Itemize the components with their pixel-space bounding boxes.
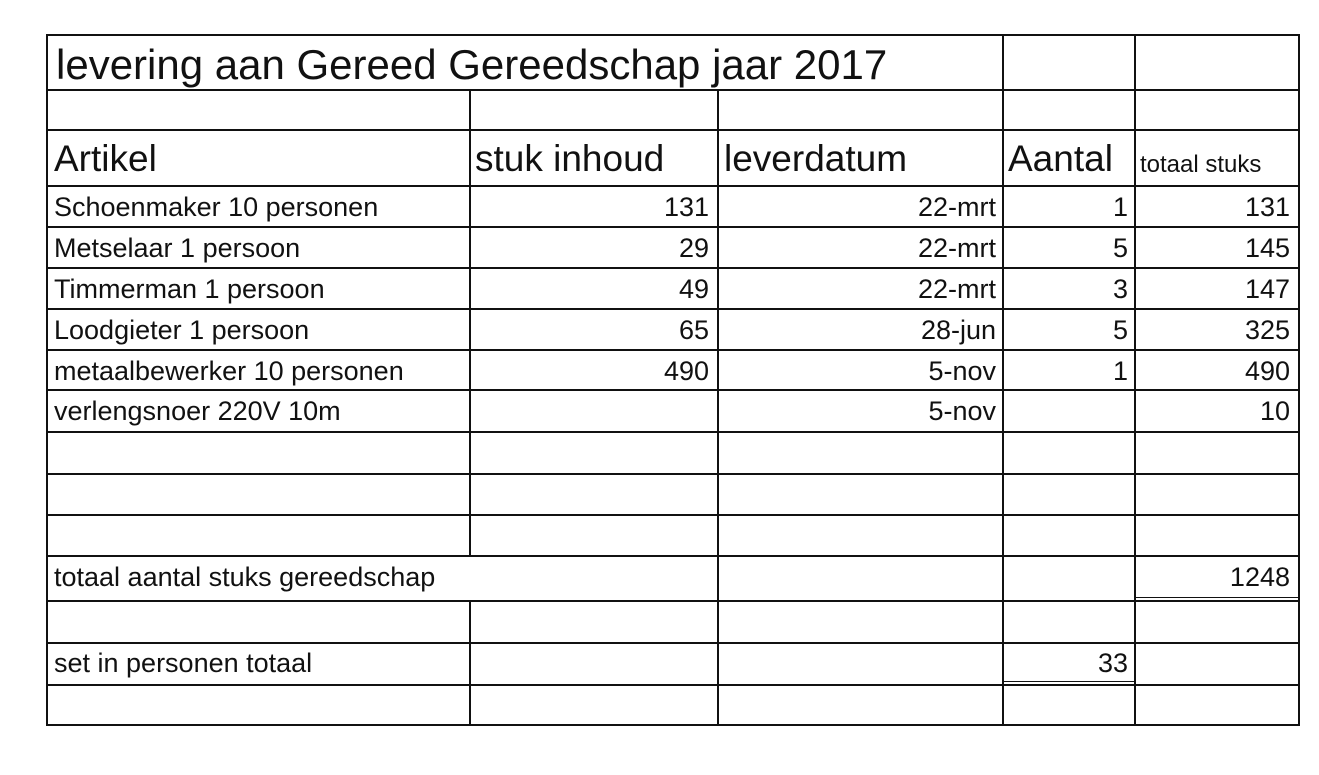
header-totaal-stuks: totaal stuks <box>1140 151 1262 178</box>
grid-line <box>48 555 1298 557</box>
cell-aantal: 1 <box>1112 192 1128 222</box>
grid-line <box>48 473 1298 475</box>
header-leverdatum: leverdatum <box>724 138 908 179</box>
grid-line <box>48 226 1298 228</box>
grid-line <box>1002 89 1004 724</box>
grid-line <box>48 267 1298 269</box>
cell-stuk-inhoud: 65 <box>678 315 709 345</box>
cell-leverdatum: 22-mrt <box>917 192 996 222</box>
grid-line <box>469 600 471 724</box>
grid-line <box>48 389 1298 391</box>
grid-line <box>48 308 1298 310</box>
cell-artikel: Loodgieter 1 persoon <box>54 315 310 345</box>
grid-line <box>48 129 1298 131</box>
cell-totaal: 131 <box>1244 192 1290 222</box>
double-underline <box>1136 597 1298 602</box>
cell-artikel: metaalbewerker 10 personen <box>54 356 404 386</box>
cell-leverdatum: 22-mrt <box>917 233 996 263</box>
cell-leverdatum: 5-nov <box>928 356 996 386</box>
cell-stuk-inhoud: 490 <box>663 356 709 386</box>
cell-leverdatum: 5-nov <box>928 396 996 426</box>
cell-artikel: Timmerman 1 persoon <box>54 274 325 304</box>
grid-line <box>48 431 1298 433</box>
cell-artikel: Schoenmaker 10 personen <box>54 192 379 222</box>
totaal-value: 1248 <box>1229 562 1290 592</box>
cell-leverdatum: 22-mrt <box>917 274 996 304</box>
grid-line <box>717 89 719 724</box>
grid-line <box>469 89 471 555</box>
personen-value: 33 <box>1097 648 1128 678</box>
personen-label: set in personen totaal <box>54 648 313 678</box>
cell-totaal: 145 <box>1244 233 1290 263</box>
cell-totaal: 10 <box>1259 396 1290 426</box>
grid-line <box>48 514 1298 516</box>
cell-aantal: 3 <box>1112 274 1128 304</box>
cell-artikel: verlengsnoer 220V 10m <box>54 396 341 426</box>
grid-line <box>48 185 1298 187</box>
totaal-label: totaal aantal stuks gereedschap <box>54 562 436 592</box>
grid-line <box>1002 36 1004 89</box>
header-stuk-inhoud: stuk inhoud <box>475 138 665 179</box>
grid-line <box>48 600 1298 602</box>
header-artikel: Artikel <box>54 138 157 179</box>
grid-line <box>48 349 1298 351</box>
cell-totaal: 325 <box>1244 315 1290 345</box>
grid-line <box>48 89 1298 91</box>
cell-stuk-inhoud: 131 <box>663 192 709 222</box>
grid-line <box>1134 36 1136 89</box>
spreadsheet-table <box>46 34 1300 726</box>
sheet-title: levering aan Gereed Gereedschap jaar 2017 <box>56 41 888 88</box>
cell-stuk-inhoud: 29 <box>678 233 709 263</box>
cell-aantal: 5 <box>1112 233 1128 263</box>
cell-totaal: 490 <box>1244 356 1290 386</box>
cell-artikel: Metselaar 1 persoon <box>54 233 301 263</box>
cell-totaal: 147 <box>1244 274 1290 304</box>
cell-aantal: 1 <box>1112 356 1128 386</box>
cell-stuk-inhoud: 49 <box>678 274 709 304</box>
grid-line <box>1134 89 1136 724</box>
cell-aantal: 5 <box>1112 315 1128 345</box>
grid-line <box>48 642 1298 644</box>
double-underline <box>1003 681 1136 686</box>
header-aantal: Aantal <box>1008 138 1113 179</box>
cell-leverdatum: 28-jun <box>920 315 996 345</box>
